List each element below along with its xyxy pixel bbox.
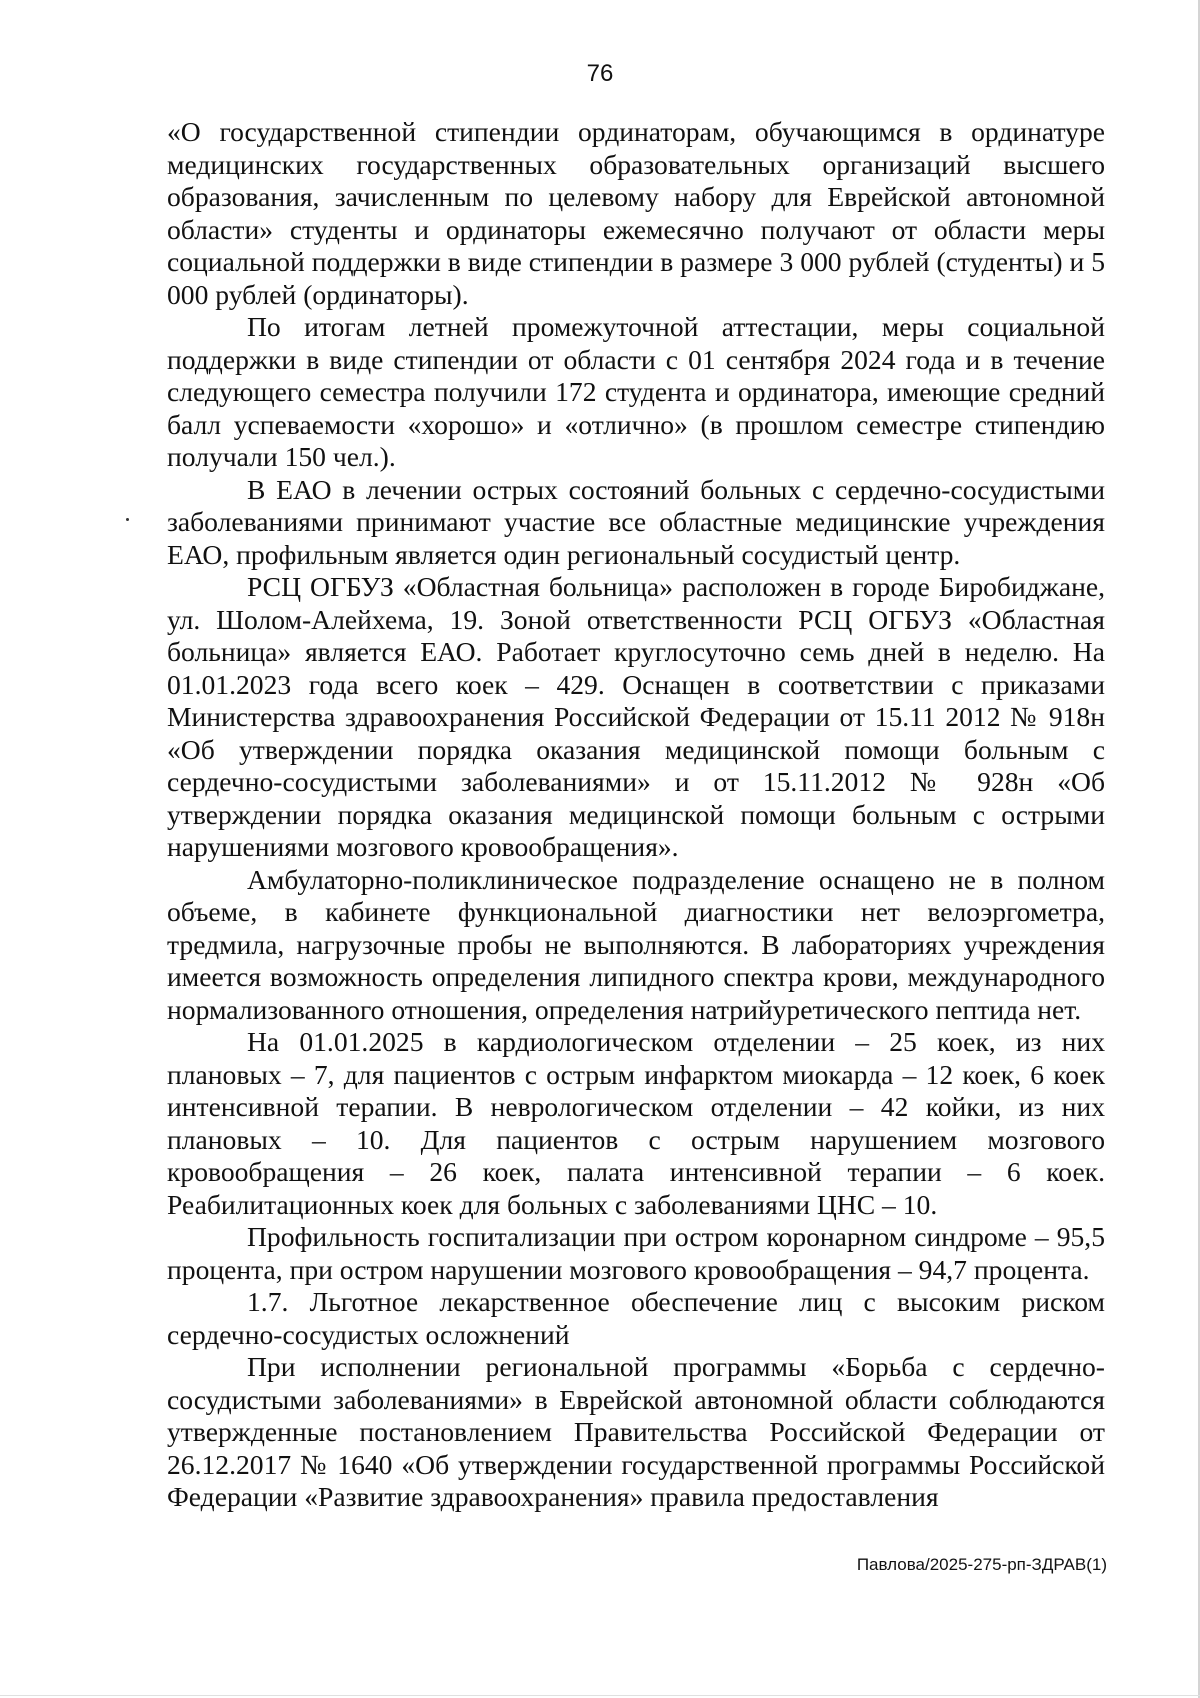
paragraph-outpatient-department: Амбулаторно-поликлиническое подразделение оснащено не в полном объеме, в кабинете функциональной диагностики нет велоэргометра, тредмила, нагрузочные пробы не выполняются. В лабораториях учреждения имеется возможность определения липидного спектра крови, международного нормализованного отношения, определения натрийуретического пептида нет.	[167, 863, 1105, 1025]
paragraph-attestation-results: По итогам летней промежуточной аттестации, меры социальной поддержки в виде стипендии от области с 01 сентября 2024 года и в течение следующего семестра получили 172 студента и ординатора, имеющие средний балл успеваемости «хорошо» и «отлично» (в прошлом семестре стипендию получали 150 чел.).	[167, 311, 1105, 472]
section-heading-1-7: 1.7. Льготное лекарственное обеспечение лиц с высоким риском сердечно-сосудистых осложнений	[167, 1286, 1105, 1350]
paragraph-acute-care: В ЕАО в лечении острых состояний больных с сердечно-сосудистыми заболеваниями принимают участие все областные медицинские учреждения ЕАО, профильным является один региональный сосудистый центр.	[167, 473, 1105, 570]
paragraph-stipend-resolution: «О государственной стипендии ординаторам, обучающимся в ординатуре медицинских государственных образовательных организаций высшего образования, зачисленным по целевому набору для Еврейской автономной области» студенты и ординаторы ежемесячно получают от области меры социальной поддержки в виде стипендии в размере 3 000 рублей (студенты) и 5 000 рублей (ординаторы).	[167, 116, 1105, 310]
scan-edge-bottom	[0, 1695, 1200, 1696]
document-footer-code: Павлова/2025-275-рп-ЗДРАВ(1)	[856, 1555, 1107, 1574]
paragraph-hospitalization-profile: Профильность госпитализации при остром коронарном синдроме – 95,5 процента, при остром нарушении мозгового кровообращения – 94,7 процента.	[167, 1221, 1105, 1285]
page-number: 76	[586, 60, 614, 87]
paragraph-regional-vascular-center: РСЦ ОГБУЗ «Областная больница» расположен в городе Биробиджане, ул. Шолом-Алейхема, 19. Зоной ответственности РСЦ ОГБУЗ «Областная больница» является ЕАО. Работает круглосуточно семь дней в неделю. На 01.01.2023 года всего коек – 429. Оснащен в соответствии с приказами Министерства здравоохранения Российской Федерации от 15.11 2012 № 918н «Об утверждении порядка оказания медицинской помощи больным с сердечно-сосудистыми заболеваниями» и от 15.11.2012 № 928н «Об утверждении порядка оказания медицинской помощи больным с острыми нарушениями мозгового кровообращения».	[167, 571, 1105, 862]
paragraph-bed-capacity: На 01.01.2025 в кардиологическом отделении – 25 коек, из них плановых – 7, для пациентов с острым инфарктом миокарда – 12 коек, 6 коек интенсивной терапии. В неврологическом отделении – 42 койки, из них плановых – 10. Для пациентов с острым нарушением мозгового кровообращения – 26 коек, палата интенсивной терапии – 6 коек. Реабилитационных коек для больных с заболеваниями ЦНС – 10.	[167, 1026, 1105, 1220]
body-text	[167, 116, 1105, 1514]
scan-speck	[126, 518, 129, 521]
paragraph-regional-program: При исполнении региональной программы «Борьба с сердечно-сосудистыми заболеваниями» в Еврейской автономной области соблюдаются утвержденные постановлением Правительства Российской Федерации от 26.12.2017 № 1640 «Об утверждении государственной программы Российской Федерации «Развитие здравоохранения» правила предоставления	[167, 1351, 1105, 1512]
